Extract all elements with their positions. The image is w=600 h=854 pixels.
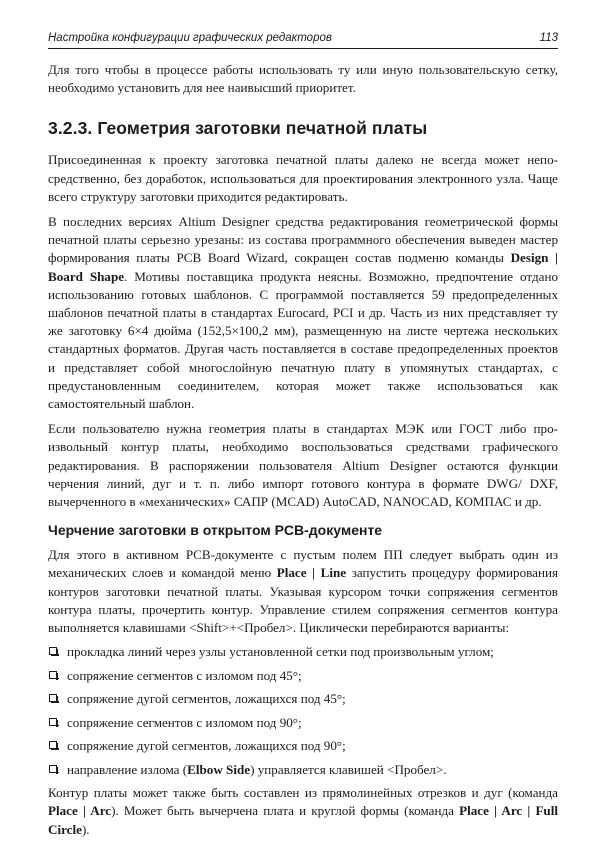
list-item-text: сопряжение сегментов с изломом под 90°; xyxy=(67,714,302,730)
list-item xyxy=(48,714,558,732)
subsection-paragraph-2 xyxy=(48,784,558,839)
section-heading: 3.2.3. Геометрия заготовки печатной платы xyxy=(48,118,428,139)
list-item xyxy=(48,667,558,685)
menu-command-design: Design xyxy=(510,250,549,266)
text-run: ) управляется клавишей <Пробел>. xyxy=(250,761,447,777)
menu-command-board-shape: Board Shape xyxy=(48,268,125,284)
section-paragraph-2 xyxy=(48,213,558,413)
running-header xyxy=(48,30,558,49)
checkbox-bullet-icon xyxy=(49,694,57,702)
list-item-text: сопряжение сегментов с изломом под 45°; xyxy=(67,667,302,683)
checkbox-bullet-icon xyxy=(49,741,57,749)
section-paragraph-3: Если пользователю нужна геометрия платы в стандартах МЭК или ГОСТ либо произвольный контур платы, необходимо воспользоваться средствами графического редактирования. В распоряжении пользователя Altium Designer остаются функции черчения линий, дуг и т. п. либо импорт готового контура в формате DWG/ DXF, вычерченного в «механических» САПР (MCAD) AutoCAD, NANOCAD, КОМПАС и др. xyxy=(48,421,558,510)
text-run: Для этого в активном PCB-документе с пустым полем ПП следует выбрать один из механических слоев и командой меню xyxy=(48,547,558,581)
list-item xyxy=(48,690,558,708)
menu-command-full-circle: Full Circle xyxy=(48,803,558,837)
text-run: ). Может быть вычерчена плата и круглой формы (команда xyxy=(111,803,460,819)
running-title: Настройка конфигурации графических редакторов xyxy=(48,32,332,44)
subsection-paragraph-1 xyxy=(48,546,558,637)
text-run: ). xyxy=(81,821,90,837)
menu-separator: | xyxy=(77,803,91,819)
list-item xyxy=(48,761,558,779)
checkbox-bullet-icon xyxy=(49,647,57,655)
options-list xyxy=(48,643,558,779)
text-run: . Мотивы поставщика продукта неясны. Возможно, предпочтение отдано использованию готовых шаблонов. С программой поставляется 59 предопределенных шаблонов печатной платы в стандартах Eurocard, PCI и др. Часть из них представляет ту же заготовку 6×4 дюйма (152,5×100,2 мм), размещенную на листе чертежа нескольких стандартных форматов. Другая часть поставляется в составе предопределенных проектов и представляет собой многослойную печатную плату в упомянутых стандартах, с предустановленным соединителем, которая может также использоваться как самостоятельный шаблон. xyxy=(48,268,558,412)
text-run: запустить процедуру формирования контуров заготовки печатной платы. Указывая курсором точки сопряжения сегментов контура платы, прочертить контур. Управление стилем сопряжения сегментов контура выполняется клавишами <Shift>+<Пробел>. Циклически перебираются варианты: xyxy=(48,565,558,636)
checkbox-bullet-icon xyxy=(49,671,57,679)
list-item-text: сопряжение дугой сегментов, ложащихся под 45°; xyxy=(67,691,346,707)
menu-command-line: Line xyxy=(320,565,347,581)
text-run: Контур платы может также быть составлен из прямолинейных отрезков и дуг (команда xyxy=(48,785,558,801)
page-number: 113 xyxy=(539,32,558,44)
menu-command-elbow-side: Elbow Side xyxy=(187,761,251,777)
menu-command-place: Place xyxy=(48,803,78,819)
menu-separator: | xyxy=(548,250,558,266)
menu-command-place: Place xyxy=(459,803,489,819)
book-page xyxy=(48,0,558,839)
subsection-heading: Черчение заготовки в открытом PCB-документе xyxy=(48,522,383,539)
intro-paragraph: Для того чтобы в процессе работы использовать ту или иную пользовательскую сетку, необходимо установить для нее наивысший приоритет. xyxy=(48,62,558,96)
list-item xyxy=(48,737,558,755)
menu-separator: | xyxy=(306,565,321,581)
menu-command-arc: Arc xyxy=(501,803,523,819)
checkbox-bullet-icon xyxy=(49,718,57,726)
list-item-text: сопряжение дугой сегментов, ложащихся под 90°; xyxy=(67,738,346,754)
menu-command-place: Place xyxy=(276,565,307,581)
checkbox-bullet-icon xyxy=(49,765,57,773)
text-run: направление излома ( xyxy=(67,761,188,777)
list-item-text: прокладка линий через узлы установленной сетки под произвольным углом; xyxy=(67,644,494,660)
list-item xyxy=(48,643,558,661)
menu-command-arc: Arc xyxy=(90,803,112,819)
menu-separator: | xyxy=(488,803,502,819)
section-paragraph-1: Присоединенная к проекту заготовка печатной платы далеко не всегда может непосредственно, без доработок, использоваться для проектирования электронного узла. Чаще всего структуру заготовки приходится редактировать. xyxy=(48,152,558,204)
menu-separator: | xyxy=(522,803,536,819)
text-run: В последних версиях Altium Designer средства редактирования геометрической формы печатной платы серьезно урезаны: из состава программного обеспечения выведен мастер формирования платы PCB Board Wizard, сокращен состав подменю команды xyxy=(48,214,558,266)
